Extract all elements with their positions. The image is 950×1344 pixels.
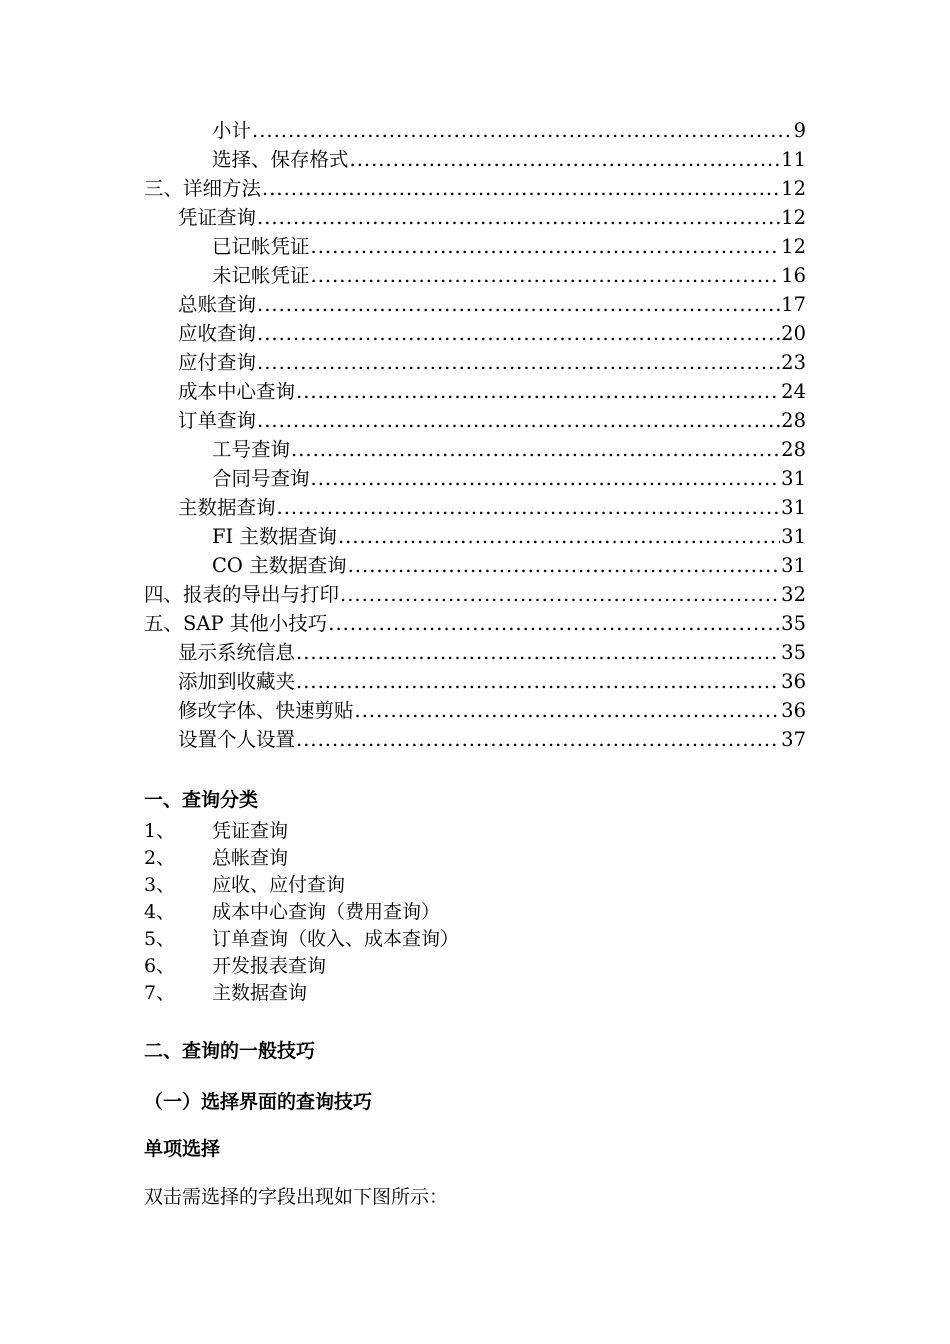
toc-entry-page: 11 — [781, 148, 806, 171]
toc-entry-page: 12 — [781, 206, 806, 229]
toc-entry-page: 20 — [781, 322, 806, 345]
toc-entry-page: 36 — [781, 670, 806, 693]
toc-entry-page: 12 — [781, 177, 806, 200]
toc-leader-dots — [291, 435, 780, 464]
toc-entry[interactable] — [144, 203, 806, 232]
toc-leader-dots — [257, 319, 780, 348]
list-item — [144, 953, 844, 980]
toc-entry-label: 订单查询 — [178, 409, 257, 432]
toc-leader-dots — [296, 638, 780, 667]
toc-entry-page: 31 — [781, 496, 806, 519]
section1-heading: 一、查询分类 — [144, 789, 259, 811]
toc-entry-label: 四、报表的导出与打印 — [144, 583, 340, 606]
list-item-number: 6、 — [144, 955, 176, 977]
list-item-text: 成本中心查询（费用查询） — [212, 901, 441, 923]
toc-entry[interactable] — [144, 725, 806, 754]
toc-entry-label: 凭证查询 — [178, 206, 257, 229]
list-item-number: 5、 — [144, 928, 176, 950]
toc-entry[interactable] — [144, 261, 806, 290]
list-item-number: 2、 — [144, 847, 176, 869]
table-of-contents — [0, 116, 950, 754]
toc-leader-dots — [350, 145, 781, 174]
toc-leader-dots — [328, 609, 780, 638]
list-item-text: 凭证查询 — [212, 820, 289, 842]
list-item — [144, 818, 844, 845]
list-item-number: 1、 — [144, 820, 176, 842]
toc-entry[interactable] — [144, 551, 806, 580]
subsection-heading: （一）选择界面的查询技巧 — [144, 1091, 373, 1113]
toc-entry[interactable] — [144, 232, 806, 261]
toc-entry-label: FI 主数据查询 — [212, 525, 337, 548]
list-item-text: 主数据查询 — [212, 982, 308, 1004]
list-item-text: 开发报表查询 — [212, 955, 327, 977]
toc-entry-page: 35 — [781, 641, 806, 664]
toc-entry[interactable] — [144, 319, 806, 348]
toc-entry-label: 五、SAP 其他小技巧 — [144, 612, 328, 635]
toc-entry-page: 28 — [781, 409, 806, 432]
list-item — [144, 926, 844, 953]
toc-entry[interactable] — [144, 696, 806, 725]
toc-entry-label: 修改字体、快速剪贴 — [178, 699, 354, 722]
toc-entry-page: 16 — [781, 264, 806, 287]
toc-entry[interactable] — [144, 377, 806, 406]
toc-entry-page: 31 — [781, 554, 806, 577]
toc-entry-label: 应收查询 — [178, 322, 257, 345]
toc-entry-page: 36 — [781, 699, 806, 722]
list-item — [144, 872, 844, 899]
toc-entry[interactable] — [144, 290, 806, 319]
toc-leader-dots — [340, 580, 780, 609]
toc-entry-page: 35 — [781, 612, 806, 635]
toc-entry-label: 工号查询 — [212, 438, 291, 461]
toc-entry[interactable] — [144, 348, 806, 377]
toc-entry-page: 12 — [781, 235, 806, 258]
toc-entry-label: 添加到收藏夹 — [178, 670, 296, 693]
toc-leader-dots — [257, 406, 780, 435]
toc-entry-page: 31 — [781, 525, 806, 548]
list-item-number: 4、 — [144, 901, 176, 923]
toc-entry-page: 28 — [781, 438, 806, 461]
toc-entry-page: 9 — [793, 119, 806, 142]
toc-entry[interactable] — [144, 580, 806, 609]
toc-entry-label: 应付查询 — [178, 351, 257, 374]
toc-entry[interactable] — [144, 406, 806, 435]
toc-leader-dots — [296, 667, 780, 696]
list-item-number: 7、 — [144, 982, 176, 1004]
toc-leader-dots — [311, 232, 781, 261]
toc-entry[interactable] — [144, 667, 806, 696]
list-item — [144, 980, 844, 1007]
toc-entry-label: CO 主数据查询 — [212, 554, 347, 577]
toc-leader-dots — [257, 348, 780, 377]
toc-leader-dots — [262, 174, 780, 203]
toc-entry[interactable] — [144, 522, 806, 551]
toc-entry[interactable] — [144, 145, 806, 174]
toc-entry[interactable] — [144, 116, 806, 145]
toc-entry-label: 选择、保存格式 — [212, 148, 349, 171]
toc-leader-dots — [257, 203, 780, 232]
toc-leader-dots — [355, 696, 781, 725]
toc-entry[interactable] — [144, 464, 806, 493]
toc-leader-dots — [338, 522, 780, 551]
toc-entry-page: 23 — [781, 351, 806, 374]
toc-leader-dots — [311, 261, 781, 290]
list-item — [144, 899, 844, 926]
toc-entry-label: 成本中心查询 — [178, 380, 296, 403]
list-item-text: 总帐查询 — [212, 847, 289, 869]
toc-leader-dots — [348, 551, 781, 580]
toc-entry[interactable] — [144, 435, 806, 464]
toc-entry[interactable] — [144, 609, 806, 638]
toc-entry-label: 合同号查询 — [212, 467, 310, 490]
toc-entry-label: 设置个人设置 — [178, 728, 296, 751]
body-paragraph: 双击需选择的字段出现如下图所示： — [144, 1186, 449, 1208]
toc-leader-dots — [311, 464, 781, 493]
toc-entry[interactable] — [144, 174, 806, 203]
toc-leader-dots — [296, 377, 780, 406]
toc-entry-label: 未记帐凭证 — [212, 264, 310, 287]
list-item-text: 订单查询（收入、成本查询） — [212, 928, 460, 950]
toc-entry-label: 总账查询 — [178, 293, 257, 316]
toc-entry-page: 17 — [781, 293, 806, 316]
toc-entry-page: 37 — [781, 728, 806, 751]
query-category-list — [144, 818, 844, 1007]
toc-entry-label: 已记帐凭证 — [212, 235, 310, 258]
section2-heading: 二、查询的一般技巧 — [144, 1040, 316, 1062]
list-item — [144, 845, 844, 872]
list-item-number: 3、 — [144, 874, 176, 896]
toc-entry[interactable] — [144, 493, 806, 522]
toc-entry-page: 31 — [781, 467, 806, 490]
toc-entry-label: 主数据查询 — [178, 496, 276, 519]
toc-entry-page: 32 — [781, 583, 806, 606]
toc-entry[interactable] — [144, 638, 806, 667]
toc-entry-label: 小计 — [212, 119, 252, 142]
toc-leader-dots — [277, 493, 781, 522]
toc-entry-label: 三、详细方法 — [144, 177, 262, 200]
toc-leader-dots — [252, 116, 793, 145]
sub-subsection-heading: 单项选择 — [144, 1138, 221, 1160]
toc-entry-page: 24 — [781, 380, 806, 403]
toc-leader-dots — [296, 725, 780, 754]
toc-entry-label: 显示系统信息 — [178, 641, 296, 664]
list-item-text: 应收、应付查询 — [212, 874, 346, 896]
toc-leader-dots — [257, 290, 780, 319]
